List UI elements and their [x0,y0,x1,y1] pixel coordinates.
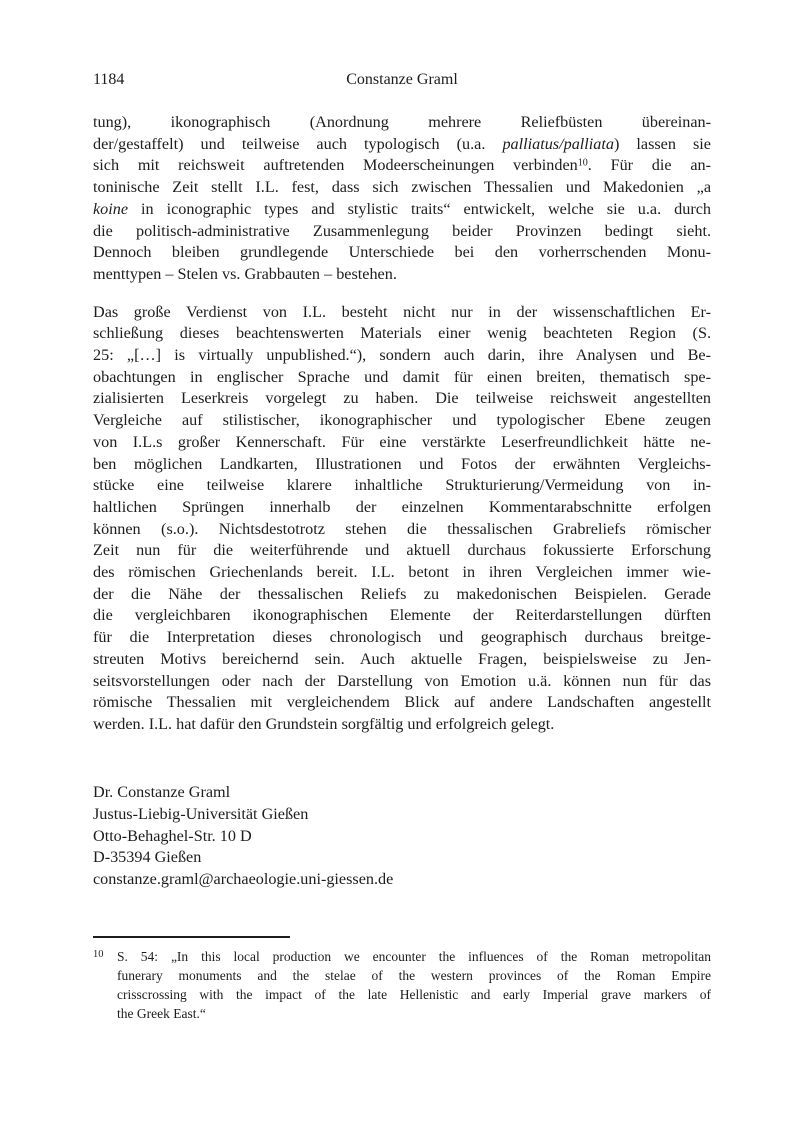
italic-term: palliatus/palliata [502,134,614,153]
text-line [93,345,711,367]
text-line [93,388,711,410]
footnote-line [117,947,711,966]
text-line [93,649,711,671]
text-line [93,323,711,345]
text-segment: ) lassen sie [613,134,711,153]
text-segment: die vergleichbaren ikonographischen Elemente der Reiterdarstellungen dürften [93,606,711,625]
text-segment: . Für die an- [587,156,711,175]
text-line [93,519,711,541]
footnote-line [117,985,711,1004]
paragraph [93,302,711,736]
address-line: Justus-Liebig-Universität Gießen [93,804,309,823]
text-segment: Das große Verdienst von I.L. besteht nicht nur in der wissenschaftlichen Er- [93,302,711,321]
text-segment: von I.L.s großer Kennerschaft. Für eine verstärkte Leserfreundlichkeit hätte ne- [93,432,711,451]
text-segment: Vergleiche auf stilistischer, ikonographischer und typologischer Ebene zeugen [93,411,711,430]
text-line [93,627,711,649]
text-line [93,584,711,606]
text-line [93,410,711,432]
text-segment: seitsvorstellungen oder nach der Darstellung von Emotion u.ä. können nun für das [93,671,711,690]
text-segment: der die Nähe der thessalischen Reliefs zu makedonischen Beispielen. Gerade [93,584,711,603]
text-line [93,367,711,389]
text-line [93,692,711,714]
text-line [93,177,711,199]
text-segment: zialisierten Leserkreis vorgelegt zu haben. Die teilweise reichsweit angestellten [93,389,711,408]
text-line [93,112,711,134]
text-line [93,540,711,562]
address-line: D-35394 Gießen [93,848,202,867]
text-segment: funerary monuments and the stelae of the western provinces of the Roman Empire [117,968,711,984]
text-segment: tung), ikonographisch (Anordnung mehrere Reliefbüsten übereinan- [93,113,711,131]
text-line [93,242,711,264]
text-segment: für die Interpretation dieses chronologisch und geographisch durchaus breitge- [93,628,711,647]
author-address-block [93,782,711,891]
text-line [93,432,711,454]
text-line [93,562,711,584]
running-title: Constanze Graml [346,71,458,88]
text-segment: crisscrossing with the impact of the late Hellenistic and early Imperial grave markers of [117,987,711,1003]
text-segment: die politisch-administrative Zusammenlegung beider Provinzen bedingt sieht. [93,221,711,240]
footnote-marker: 10 [93,949,104,960]
text-segment: in iconographic types and stylistic traits“ entwickelt, welche sie u.a. durch [128,199,711,218]
text-segment: sich mit reichsweit auftretenden Modeerscheinungen verbinden [93,156,578,175]
text-segment: der/gestaffelt) und teilweise auch typologisch (u.a. [93,134,503,153]
text-segment: römische Thessalien mit vergleichendem Blick auf andere Landschaften angestellt [93,693,711,712]
text-segment: toninische Zeit stellt I.L. fest, dass sich zwischen Thessalien und Makedonien „a [93,178,711,197]
text-line [93,264,711,286]
italic-term: koine [93,199,129,218]
text-line [93,671,711,693]
text-segment: können (s.o.). Nichtsdestotrotz stehen die thessalischen Grabreliefs römischer [93,519,711,538]
address-line: Dr. Constanze Graml [93,783,231,801]
text-line [93,605,711,627]
text-line [93,134,711,156]
text-segment: S. 54: „In this local production we encounter the influences of the Roman metropolitan [117,949,711,964]
footnote-text [117,947,711,1023]
text-line [93,454,711,476]
footnote-line [117,1004,711,1023]
text-segment: obachtungen in englischer Sprache und damit für einen breiten, thematisch spe- [93,367,711,386]
text-line [93,714,711,736]
text-segment: streuten Motivs bereichernd sein. Auch aktuelle Fragen, beispielsweise zu Jen- [93,649,711,668]
text-segment: the Greek East.“ [117,1006,206,1022]
text-line [93,302,711,324]
page-number: 1184 [93,71,125,88]
address-line: Otto-Behaghel-Str. 10 D [93,826,252,845]
text-segment: werden. I.L. hat dafür den Grundstein sorgfältig und erfolgreich gelegt. [93,714,555,733]
footnote [93,947,711,1023]
text-line [93,155,711,177]
text-segment: Zeit nun für die weiterführende und aktuell durchaus fokussierte Erforschung [93,541,711,560]
footnote-separator [93,936,290,938]
text-segment: stücke eine teilweise klarere inhaltliche Strukturierung/Vermeidung von in- [93,476,711,495]
text-line [93,221,711,243]
text-segment: schließung dieses beachtenswerten Materials einer wenig beachteten Region (S. [93,324,711,343]
text-segment: haltlichen Sprüngen innerhalb der einzelnen Kommentarabschnitte erfolgen [93,497,711,516]
body-text [93,112,711,736]
text-line [93,497,711,519]
text-segment: ben möglichen Landkarten, Illustrationen und Fotos der erwähnten Vergleichs- [93,454,711,473]
footnote-line [117,966,711,985]
text-line [93,475,711,497]
text-segment: des römischen Griechenlands bereit. I.L. betont in ihren Vergleichen immer wie- [93,563,711,582]
text-segment: Dennoch bleiben grundlegende Unterschiede bei den vorherrschenden Monu- [93,243,711,262]
text-segment: menttypen – Stelen vs. Grabbauten – bestehen. [93,264,397,283]
footnote-reference: 10 [577,157,588,169]
text-line [93,199,711,221]
paragraph [93,112,711,286]
text-segment: 25: „[…] is virtually unpublished.“), sondern auch darin, ihre Analysen und Be- [93,346,711,365]
email-address: constanze.graml@archaeologie.uni-giessen.de [93,870,394,889]
page-header [93,70,711,90]
